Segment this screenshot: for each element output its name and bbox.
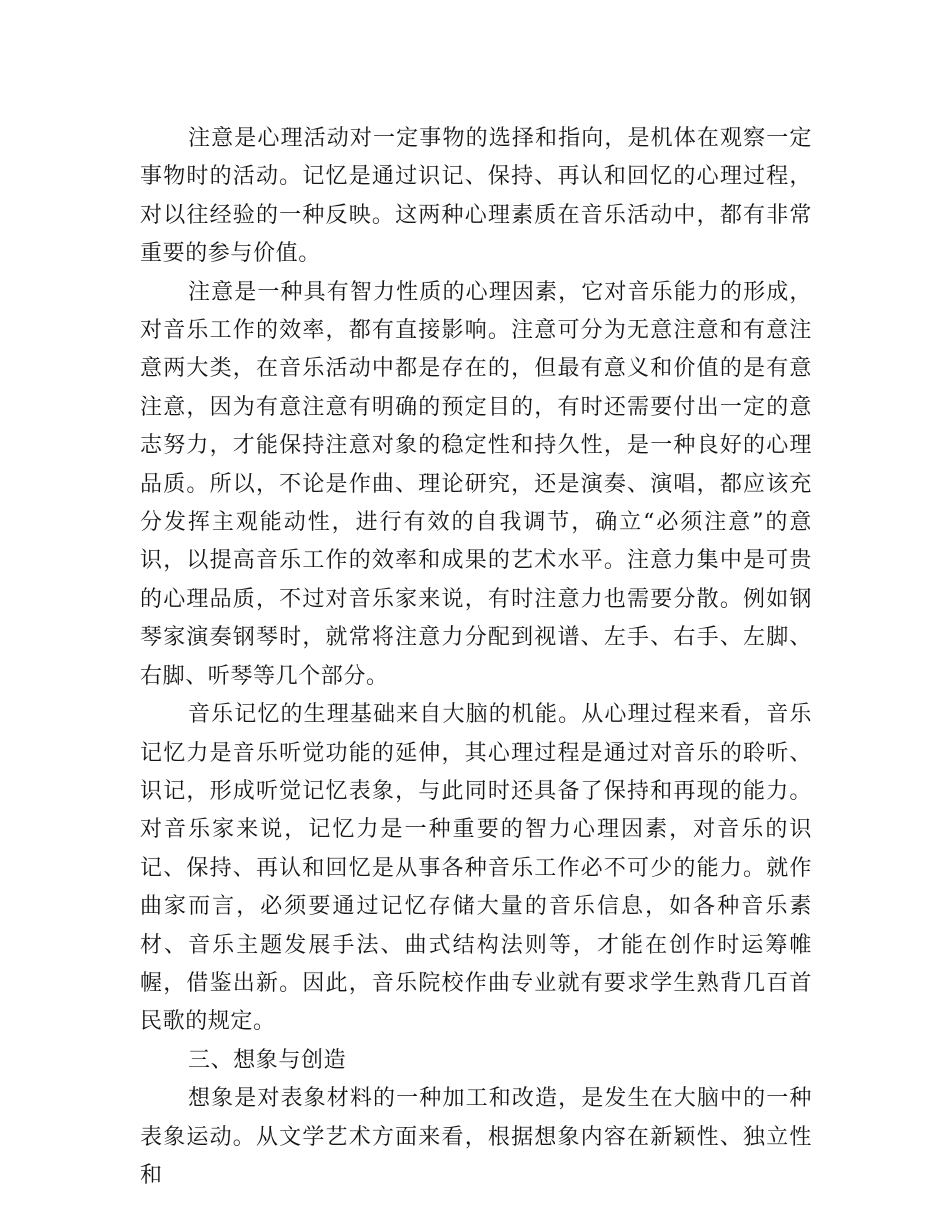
paragraph-attention: 注意是一种具有智力性质的心理因素，它对音乐能力的形成，对音乐工作的效率，都有直接影响。注意可分为无意注意和有意注意两大类，在音乐活动中都是存在的，但最有意义和价值的是有意注意，因为有意注意有明确的预定目的，有时还需要付出一定的意志努力，才能保持注意对象的稳定性和持久性，是一种良好的心理品质。所以，不论是作曲、理论研究，还是演奏、演唱，都应该充分发挥主观能动性，进行有效的自我调节，确立“必须注意”的意识，以提高音乐工作的效率和成果的艺术水平。注意力集中是可贵的心理品质，不过对音乐家来说，有时注意力也需要分散。例如钢琴家演奏钢琴时，就常将注意力分配到视谱、左手、右手、左脚、右脚、听琴等几个部分。 <box>140 279 812 689</box>
paragraph-attention-memory-intro: 注意是心理活动对一定事物的选择和指向，是机体在观察一定事物时的活动。记忆是通过识记、保持、再认和回忆的心理过程，对以往经验的一种反映。这两种心理素质在音乐活动中，都有非常重要的参与价值。 <box>140 126 812 267</box>
document-page <box>140 120 812 1195</box>
paragraph-imagination: 想象是对表象材料的一种加工和改造，是发生在大脑中的一种表象运动。从文学艺术方面来看，根据想象内容在新颖性、独立性和 <box>140 1086 812 1188</box>
section-heading: 三、想象与创造 <box>188 1047 347 1073</box>
paragraph-music-memory: 音乐记忆的生理基础来自大脑的机能。从心理过程来看，音乐记忆力是音乐听觉功能的延伸，其心理过程是通过对音乐的聆听、识记，形成听觉记忆表象，与此同时还具备了保持和再现的能力。对音乐家来说，记忆力是一种重要的智力心理因素，对音乐的识记、保持、再认和回忆是从事各种音乐工作必不可少的能力。就作曲家而言，必须要通过记忆存储大量的音乐信息，如各种音乐素材、音乐主题发展手法、曲式结构法则等，才能在创作时运筹帷幄，借鉴出新。因此，音乐院校作曲专业就有要求学生熟背几百首民歌的规定。 <box>140 702 812 1035</box>
